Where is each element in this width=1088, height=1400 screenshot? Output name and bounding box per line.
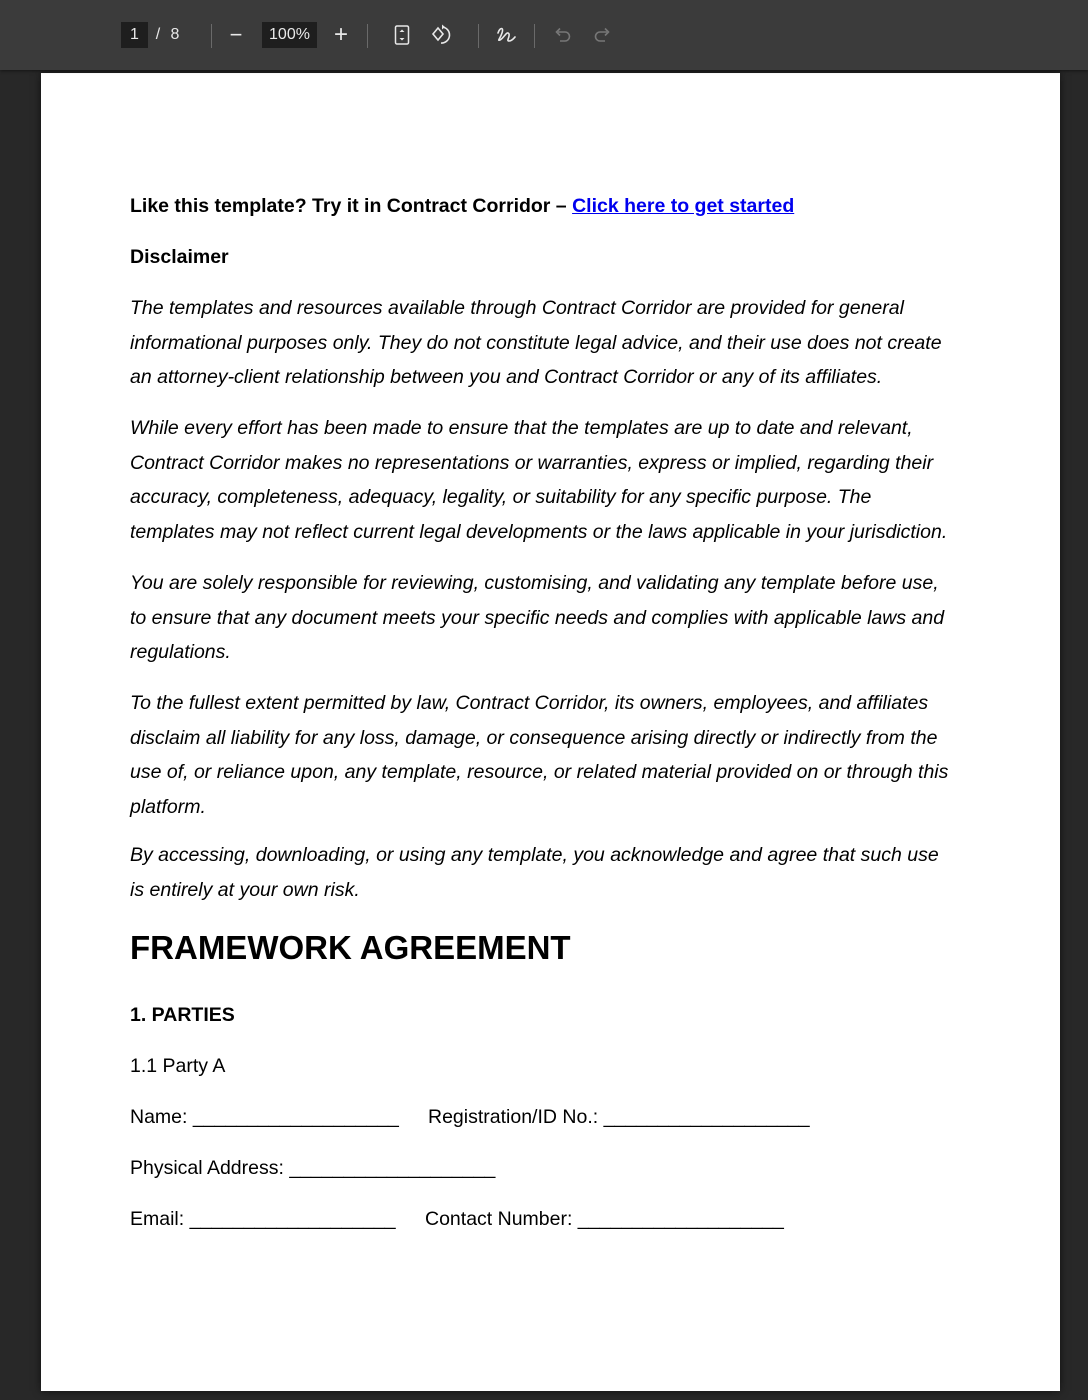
text-line: platform. <box>130 795 206 818</box>
subsection-party-a: 1.1 Party A <box>130 1055 226 1077</box>
contact-field[interactable]: Contact Number: ___________________ <box>425 1208 784 1230</box>
name-field[interactable]: Name: ___________________ <box>130 1106 399 1128</box>
zoom-out-button[interactable]: − <box>229 22 243 47</box>
text-line: You are solely responsible for reviewing, customising, and validating any template before use, <box>130 572 939 594</box>
disclaimer-paragraph-1 <box>130 291 942 395</box>
text-line: disclaim all liability for any loss, damage, or consequence arising directly or indirectly from the <box>130 726 938 749</box>
text-line: regulations. <box>130 641 231 664</box>
promo-text: Like this template? Try it in Contract Corridor – <box>130 195 573 217</box>
draw-button[interactable] <box>492 22 520 48</box>
text-line: accuracy, completeness, adequacy, legality, or suitability for any specific purpose. The <box>130 486 872 509</box>
registration-field[interactable]: Registration/ID No.: ___________________ <box>428 1106 810 1128</box>
undo-icon <box>554 27 572 43</box>
total-pages: 8 <box>170 26 180 43</box>
text-line: to ensure that any document meets your specific needs and complies with applicable laws and <box>130 606 945 629</box>
text-line: The templates and resources available through Contract Corridor are provided for general <box>130 297 904 319</box>
rotate-icon <box>430 24 454 46</box>
divider <box>478 24 479 48</box>
document-title: FRAMEWORK AGREEMENT <box>130 929 571 966</box>
disclaimer-paragraph-5 <box>130 838 939 907</box>
form-row-address <box>130 1151 495 1186</box>
text-line: is entirely at your own risk. <box>130 878 360 901</box>
redo-button[interactable] <box>588 22 616 48</box>
fit-page-icon <box>394 25 410 45</box>
text-line: By accessing, downloading, or using any template, you acknowledge and agree that such use <box>130 844 939 866</box>
disclaimer-paragraph-3 <box>130 566 944 670</box>
draw-icon <box>495 25 517 45</box>
form-row-email <box>130 1202 784 1237</box>
text-line: Contract Corridor makes no representations or warranties, express or implied, regarding their <box>130 451 934 474</box>
disclaimer-heading: Disclaimer <box>130 246 229 268</box>
section-heading-parties: 1. PARTIES <box>130 1004 235 1026</box>
form-row-name <box>130 1100 810 1135</box>
zoom-level-input[interactable]: 100% <box>262 22 317 48</box>
disclaimer-paragraph-2 <box>130 411 947 549</box>
divider <box>367 24 368 48</box>
pdf-page <box>41 73 1060 1391</box>
get-started-link[interactable]: Click here to get started <box>572 195 795 217</box>
divider <box>211 24 212 48</box>
disclaimer-paragraph-4 <box>130 686 948 824</box>
text-line: use of, or reliance upon, any template, resource, or related material provided on or through this <box>130 761 949 784</box>
text-line: informational purposes only. They do not constitute legal advice, and their use does not create <box>130 331 942 354</box>
divider <box>534 24 535 48</box>
pdf-toolbar <box>0 0 1088 70</box>
page-number-input[interactable]: 1 <box>121 22 148 48</box>
address-field[interactable]: Physical Address: ___________________ <box>130 1157 496 1179</box>
fit-page-button[interactable] <box>388 22 416 48</box>
page-separator: / <box>155 26 161 43</box>
zoom-in-button[interactable]: + <box>333 21 348 48</box>
undo-button[interactable] <box>549 22 577 48</box>
email-field[interactable]: Email: ___________________ <box>130 1208 396 1230</box>
redo-icon <box>593 27 611 43</box>
promo-line <box>130 189 794 224</box>
text-line: While every effort has been made to ensure that the templates are up to date and relevant, <box>130 417 913 439</box>
text-line: an attorney-client relationship between you and Contract Corridor or any of its affiliates. <box>130 366 883 389</box>
text-line: templates may not reflect current legal developments or the laws applicable in your jurisdiction. <box>130 520 948 543</box>
text-line: To the fullest extent permitted by law, Contract Corridor, its owners, employees, and affiliates <box>130 692 929 714</box>
rotate-button[interactable] <box>428 22 456 48</box>
